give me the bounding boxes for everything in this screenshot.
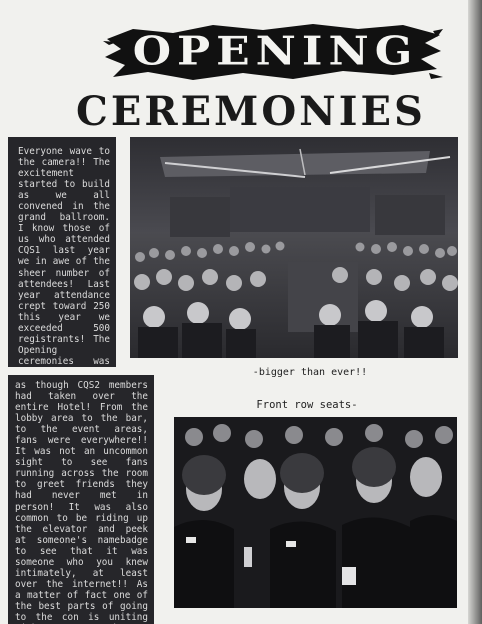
article-text-column-1: Everyone wave to the camera!! The excitement started to build as we all convened in the grand ballroom. I know those of us who attended CQS1 last year we in awe of the sheer number of attendees! Last year attendance crept toward 250 this year we exceeded 500 registrants! The Opening ceremonies was <box>8 137 116 367</box>
photo-caption-bigger: -bigger than ever!! <box>252 367 368 378</box>
ballroom-crowd-photo <box>130 137 458 358</box>
front-row-seats-photo <box>174 417 457 608</box>
page-edge-shadow <box>468 0 482 624</box>
heading-line-1: OPENING <box>132 28 419 75</box>
heading-line-2: CEREMONIES <box>76 88 426 135</box>
photo-caption-front-row: Front row seats- <box>256 399 358 411</box>
article-text-column-2: as though CQS2 members had taken over the entire Hotel! From the lobby area to the bar, to the event areas, fans were everywhere!! It was not an uncommon sight to see fans running across the room to greet friends they had never met in person! It was also common to be riding up the elevator and peek at someone's namebadge to see that it was someone who you knew intimately, at least over the internet!! As a matter of fact one of the best parts of going to the con is uniting <box>8 375 154 624</box>
